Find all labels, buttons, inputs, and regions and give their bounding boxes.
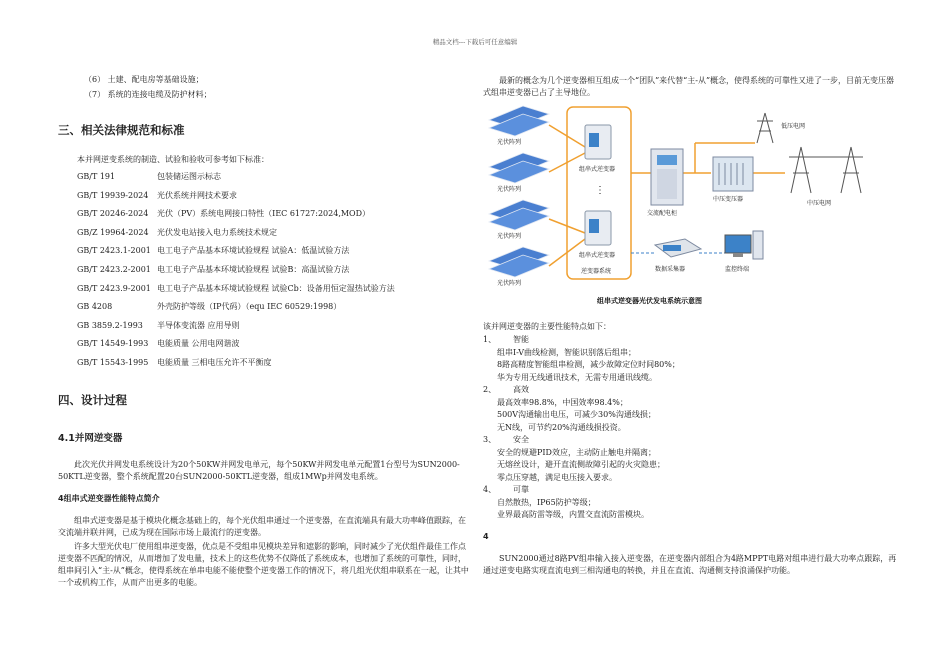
feature-line: 华为专用无线通讯技术，无需专用通讯线缆。 bbox=[497, 372, 657, 382]
standard-name: 电工电子产品基本环境试验规程 试验A：低温试验方法 bbox=[157, 246, 350, 256]
ellipsis: ⋮ bbox=[595, 185, 605, 196]
section3-intro: 本并网逆变系统的制造、试验和验收可参考如下标准： bbox=[77, 155, 269, 164]
standard-code: GB 3859.2-1993 bbox=[77, 320, 143, 330]
list-item: （6） 土建、配电房等基础设施； bbox=[84, 75, 204, 84]
data-collector bbox=[655, 239, 701, 257]
mv-grid-label: 中压电网 bbox=[807, 200, 832, 207]
string-inverter bbox=[585, 125, 611, 159]
monitor-terminal bbox=[725, 231, 763, 259]
pv-array-label: 光伏阵列 bbox=[497, 280, 522, 287]
standard-code: GB/T 15543-1995 bbox=[77, 358, 149, 367]
right-section4-label: 4 bbox=[483, 532, 489, 541]
standard-name: 电能质量 公用电网谐波 bbox=[157, 339, 240, 349]
sub41-title: 4.1并网逆变器 bbox=[58, 433, 123, 444]
feature-heading bbox=[483, 385, 529, 395]
standard-name: 外壳防护等级（IP代码）（equ IEC 60529:1998） bbox=[157, 302, 342, 312]
feature-heading bbox=[483, 485, 529, 495]
sub41-para: 此次光伏并网发电系统设计为20个50KW并网发电单元，每个50KW并网发电单元配置1台型号为SUN2000-50KTL逆变器，整个系统配置20台SUN2000-50KTL逆变器，组成1MWp并网发电系统。 bbox=[58, 460, 460, 481]
right-intro-para: 最新的概念为几个逆变器相互组成一个“团队”来代替“主-从”概念，使得系统的可靠性又进了一步，目前无变压器式组串逆变器已占了主导地位。 bbox=[483, 76, 895, 97]
feature-line: 零点压穿越，满足电压接入要求。 bbox=[497, 472, 617, 482]
standard-name: 电工电子产品基本环境试验规程 试验Cb：设备用恒定湿热试验方法 bbox=[157, 283, 395, 293]
low-grid-tower bbox=[757, 113, 773, 143]
feature-line: 500V沟通输出电压，可减少30%沟通线损； bbox=[497, 410, 656, 419]
feature-title: 智能 bbox=[513, 335, 529, 344]
standard-code: GB 4208 bbox=[77, 302, 113, 312]
feature-heading bbox=[483, 435, 529, 445]
feature-heading bbox=[483, 335, 529, 345]
feature-title: 高效 bbox=[513, 385, 529, 394]
feature-line: 最高效率98.8%，中国效率98.4%； bbox=[497, 397, 628, 407]
section4-title: 四、设计过程 bbox=[58, 393, 127, 407]
feature-line: 自然散热，IP65防护等级； bbox=[497, 497, 596, 507]
string-inverter bbox=[585, 211, 611, 245]
feature-line: 8路高精度智能组串检测，减少故障定位时间80%； bbox=[497, 360, 680, 369]
feature-title: 可靠 bbox=[513, 485, 529, 494]
feature-line: 无N线，可节约20%沟通线损投资。 bbox=[497, 422, 626, 432]
standard-name: 光伏（PV）系统电网接口特性（IEC 61727:2024,MOD） bbox=[157, 209, 371, 219]
feature-title: 安全 bbox=[513, 435, 529, 444]
sub4-para2: 许多大型光伏电厂使用组串逆变器，优点是不受组串见模块差异和遮影的影响，同时减少了光伏组件最佳工作点逆变器不匹配的情况，从而增加了发电量，技术上的这些优势不仅降低了系统成本，也增加了系统的可靠性，同时，组串间引入“主-从”概念，使得系统在单串电能不能使整个逆变器工作的情况下，将几组光伏组串联系在一起，让其中一个或机构工作，从而产出更多的电能。 bbox=[58, 542, 469, 587]
standard-row bbox=[77, 339, 240, 349]
standard-code: GB/T 20246-2024 bbox=[77, 209, 149, 219]
sub4-title: 4组串式逆变器性能特点简介 bbox=[58, 494, 160, 503]
standard-code: GB/T 2423.9-2001 bbox=[77, 283, 151, 293]
standard-row bbox=[77, 321, 240, 331]
standard-row bbox=[77, 358, 272, 368]
header-note: 精品文档---下载后可任意编辑 bbox=[432, 38, 518, 46]
pv-array-label: 光伏阵列 bbox=[497, 233, 522, 240]
feature-number: 3、 bbox=[483, 435, 497, 444]
collector-label: 数据采集器 bbox=[655, 266, 686, 273]
standard-name: 光伏发电站接入电力系统技术规定 bbox=[157, 227, 277, 237]
section3-title: 三、相关法律规范和标准 bbox=[58, 123, 185, 137]
feature-number: 2、 bbox=[483, 385, 497, 394]
feature-number: 1、 bbox=[483, 335, 497, 344]
inverter-system-label: 逆变器系统 bbox=[581, 268, 612, 275]
feature-line: 无熔丝设计，避开直流侧故障引起的火灾隐患； bbox=[497, 460, 665, 469]
standard-name: 半导体变流器 应用导则 bbox=[157, 320, 240, 330]
system-diagram bbox=[485, 103, 885, 308]
standard-name: 电能质量 三相电压允许不平衡度 bbox=[157, 358, 272, 367]
standard-code: GB/T 2423.1-2001 bbox=[77, 246, 151, 256]
standard-row bbox=[77, 228, 277, 238]
pv-array-group bbox=[489, 106, 549, 287]
ac-cabinet bbox=[651, 149, 683, 205]
standard-row bbox=[77, 246, 349, 256]
standard-name: 包装储运图示标志 bbox=[157, 172, 221, 181]
feature-number: 4、 bbox=[483, 485, 497, 494]
feature-line: 组串I-V曲线检测，智能识别落后组串； bbox=[497, 347, 637, 357]
diagram-caption: 组串式逆变器光伏发电系统示意图 bbox=[597, 297, 702, 305]
inverter-label: 组串式逆变器 bbox=[579, 252, 616, 259]
mv-grid-towers bbox=[789, 147, 863, 193]
standard-code: GB/T 14549-1993 bbox=[77, 339, 149, 349]
feature-line: 安全的规避PID效应，主动防止触电并隔离； bbox=[497, 447, 656, 457]
standard-name: 电工电子产品基本环境试验规程 试验B：高温试验方法 bbox=[157, 265, 350, 274]
mv-transformer-label: 中压变压器 bbox=[713, 196, 744, 203]
standard-row bbox=[77, 191, 237, 201]
standard-row bbox=[77, 265, 349, 275]
standard-row bbox=[77, 302, 341, 312]
standard-code: GB/T 191 bbox=[77, 172, 116, 181]
mv-transformer bbox=[713, 157, 753, 191]
inverter-label: 组串式逆变器 bbox=[579, 166, 616, 173]
standard-row bbox=[77, 284, 395, 294]
monitor-label: 监控终端 bbox=[725, 266, 750, 273]
standard-name: 光伏系统并网技术要求 bbox=[157, 190, 237, 200]
pv-array-label: 光伏阵列 bbox=[497, 186, 522, 193]
standard-code: GB/Z 19964-2024 bbox=[77, 227, 149, 237]
list-item: （7） 系统的连接电缆及防护材料； bbox=[84, 90, 212, 99]
standard-code: GB/T 19939-2024 bbox=[77, 190, 149, 200]
standard-row bbox=[77, 172, 221, 182]
low-grid-label: 低压电网 bbox=[781, 123, 806, 130]
features-intro: 该并网逆变器的主要性能特点如下： bbox=[483, 322, 611, 331]
feature-line: 业界最高防雷等级，内置交直流防雷模块。 bbox=[497, 510, 649, 519]
pv-array-label: 光伏阵列 bbox=[497, 139, 522, 146]
standard-code: GB/T 2423.2-2001 bbox=[77, 265, 151, 274]
standard-row bbox=[77, 209, 370, 219]
sub4-para1: 组串式逆变器是基于模块化概念基础上的，每个光伏组串通过一个逆变器，在直流端具有最大功率峰值跟踪，在交流端并联并网，已成为现在国际市场上最流行的逆变器。 bbox=[58, 516, 466, 537]
final-para: SUN2000通过8路PV组串输入接入逆变器，在逆变器内部组合为4路MPPT电路对组串进行最大功率点跟踪，再通过逆变电路实现直流电到三相沟通电的转换，并且在直流、沟通侧支持浪涌保护功能。 bbox=[483, 554, 897, 575]
ac-cabinet-label: 交流配电柜 bbox=[647, 210, 678, 217]
